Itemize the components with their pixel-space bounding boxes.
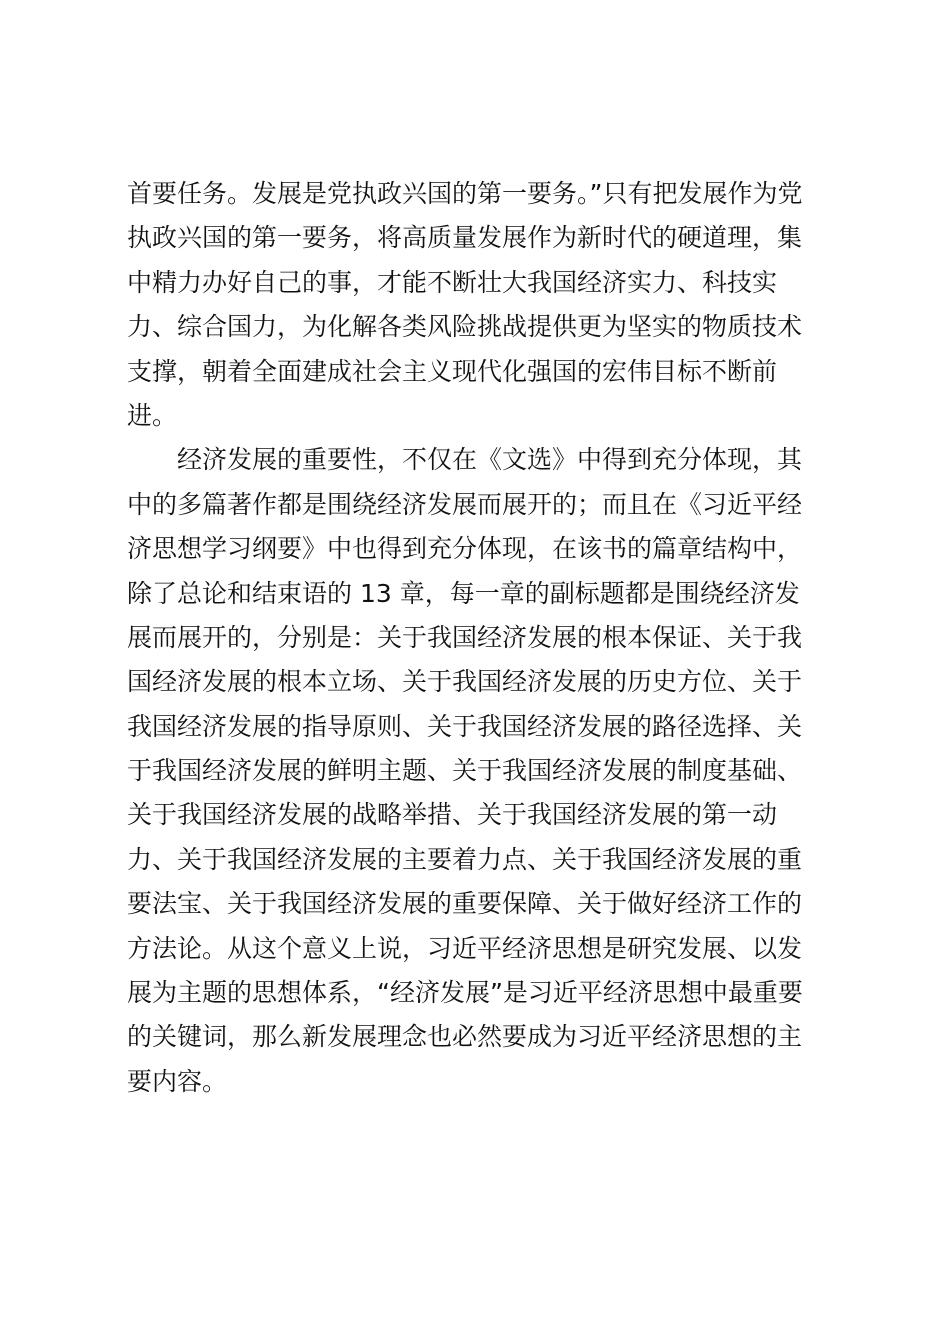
text-line: 力、关于我国经济发展的主要着力点、关于我国经济发展的重 [127, 844, 803, 874]
paragraph-1 [127, 172, 837, 438]
text-line: 进。 [127, 400, 178, 430]
text-line: 除了总论和结束语的 13 章，每一章的副标题都是围绕经济发 [127, 578, 800, 608]
text-line: 中的多篇著作都是围绕经济发展而展开的；而且在《习近平经 [127, 489, 803, 519]
text-line: 方法论。从这个意义上说，习近平经济思想是研究发展、以发 [127, 933, 803, 963]
text-line: 首要任务。发展是党执政兴国的第一要务。”只有把发展作为党 [127, 179, 803, 208]
text-line: 中精力办好自己的事，才能不断壮大我国经济实力、科技实 [127, 267, 778, 297]
text-line: 要内容。 [127, 1066, 228, 1096]
text-line: 经济发展的重要性，不仅在《文选》中得到充分体现，其 [177, 445, 803, 475]
text-line: 支撑，朝着全面建成社会主义现代化强国的宏伟目标不断前 [127, 356, 778, 386]
text-line: 济思想学习纲要》中也得到充分体现，在该书的篇章结构中， [127, 534, 803, 564]
body-text [127, 172, 837, 1104]
text-line: 的关键词，那么新发展理念也必然要成为习近平经济思想的主 [127, 1022, 803, 1052]
text-line: 力、综合国力，为化解各类风险挑战提供更为坚实的物质技术 [127, 312, 803, 342]
text-line: 执政兴国的第一要务，将高质量发展作为新时代的硬道理，集 [127, 223, 803, 253]
text-line: 展为主题的思想体系，“经济发展”是习近平经济思想中最重要 [127, 978, 803, 1008]
text-line: 于我国经济发展的鲜明主题、关于我国经济发展的制度基础、 [127, 756, 803, 786]
text-line: 要法宝、关于我国经济发展的重要保障、关于做好经济工作的 [127, 889, 803, 919]
text-line: 展而展开的，分别是：关于我国经济发展的根本保证、关于我 [127, 622, 803, 652]
text-line: 国经济发展的根本立场、关于我国经济发展的历史方位、关于 [127, 667, 803, 697]
paragraph-2 [127, 438, 837, 1104]
text-line: 我国经济发展的指导原则、关于我国经济发展的路径选择、关 [127, 711, 803, 741]
text-line: 关于我国经济发展的战略举措、关于我国经济发展的第一动 [127, 800, 778, 830]
